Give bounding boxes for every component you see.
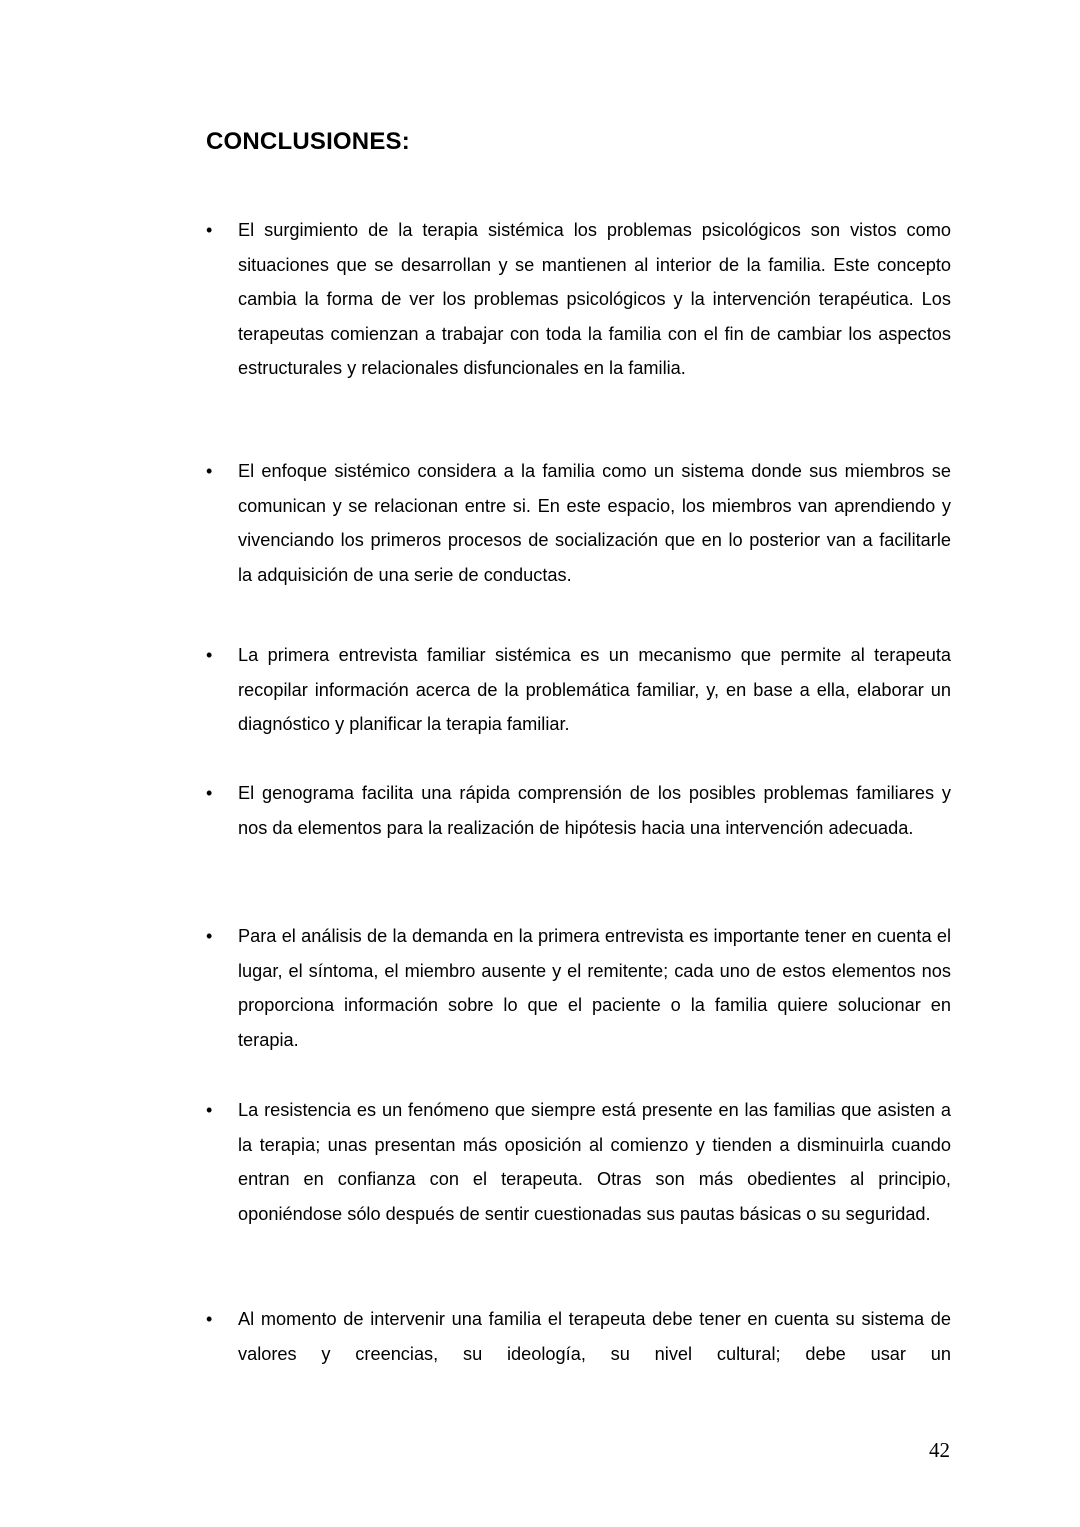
conclusion-item — [200, 213, 951, 386]
conclusion-item — [200, 1093, 951, 1231]
page-heading: CONCLUSIONES: — [206, 128, 410, 155]
conclusion-item — [200, 454, 951, 592]
bullet-icon: • — [206, 220, 213, 240]
conclusion-item — [200, 638, 951, 742]
bullet-icon: • — [206, 461, 213, 481]
page-number: 42 — [929, 1438, 950, 1462]
conclusion-text: El enfoque sistémico considera a la familia como un sistema donde sus miembros se comunican y se relacionan entre si. En este espacio, los miembros van aprendiendo y vivenciando los primeros procesos de socialización que en lo posterior van a facilitarle la adquisición de una serie de conductas. — [238, 461, 951, 585]
conclusion-item — [200, 1302, 951, 1371]
conclusion-item — [200, 919, 951, 1057]
conclusion-text: La resistencia es un fenómeno que siempre está presente en las familias que asisten a la terapia; unas presentan más oposición al comienzo y tienden a disminuirla cuando entran en confianza con el terapeuta. Otras son más obedientes al principio, oponiéndose sólo después de sentir cuestionadas sus pautas básicas o su seguridad. — [238, 1100, 951, 1224]
conclusion-text: Al momento de intervenir una familia el terapeuta debe tener en cuenta su sistema de valores y creencias, su ideología, su nivel cultural; debe usar un — [238, 1309, 951, 1364]
conclusion-text: La primera entrevista familiar sistémica es un mecanismo que permite al terapeuta recopilar información acerca de la problemática familiar, y, en base a ella, elaborar un diagnóstico y planificar la terapia familiar. — [238, 645, 951, 734]
conclusion-text: Para el análisis de la demanda en la primera entrevista es importante tener en cuenta el lugar, el síntoma, el miembro ausente y el remitente; cada uno de estos elementos nos proporciona información sobre lo que el paciente o la familia quiere solucionar en terapia. — [238, 926, 951, 1050]
bullet-icon: • — [206, 1100, 213, 1120]
conclusion-text: El genograma facilita una rápida comprensión de los posibles problemas familiares y nos da elementos para la realización de hipótesis hacia una intervención adecuada. — [238, 783, 951, 838]
bullet-icon: • — [206, 783, 213, 803]
bullet-icon: • — [206, 926, 213, 946]
conclusion-text: El surgimiento de la terapia sistémica los problemas psicológicos son vistos como situaciones que se desarrollan y se mantienen al interior de la familia. Este concepto cambia la forma de ver los problemas psicológicos y la intervención terapéutica. Los terapeutas comienzan a trabajar con toda la familia con el fin de cambiar los aspectos estructurales y relacionales disfuncionales en la familia. — [238, 220, 951, 378]
bullet-icon: • — [206, 1309, 213, 1329]
bullet-icon: • — [206, 645, 213, 665]
conclusion-item — [200, 776, 951, 845]
